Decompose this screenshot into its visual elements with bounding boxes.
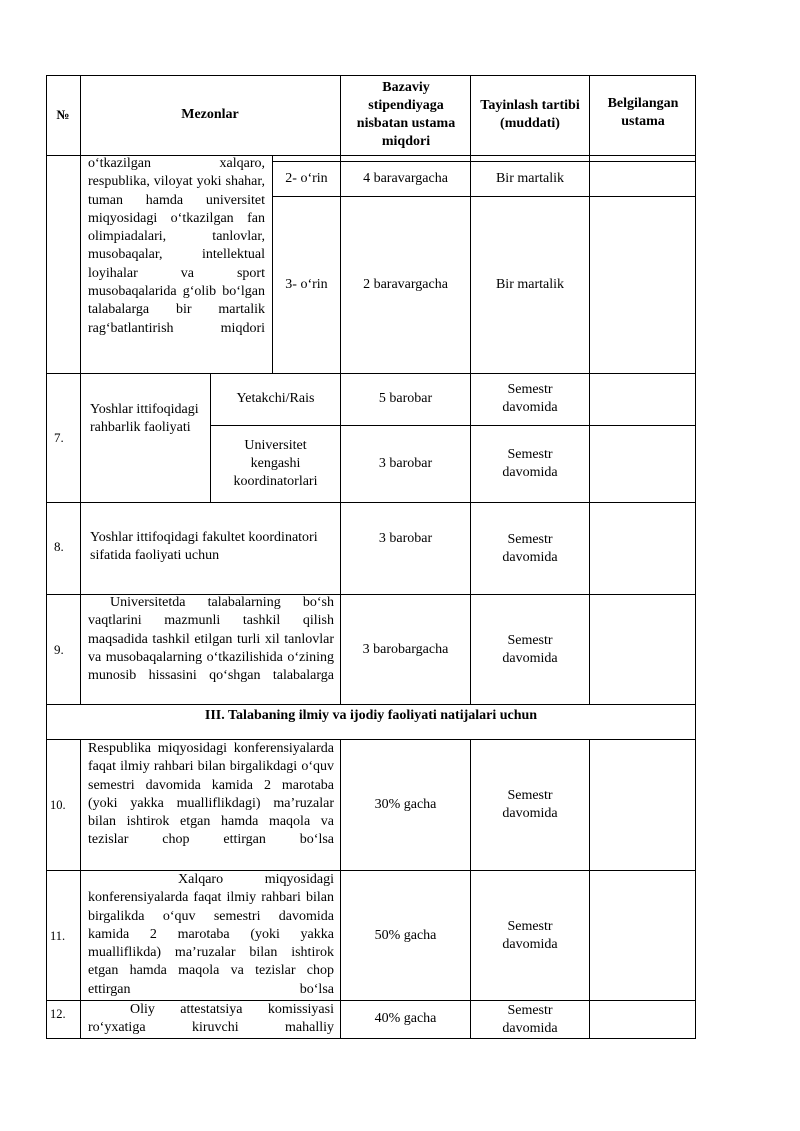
row6-bonus3: 2 baravargacha	[363, 276, 448, 292]
row9-criteria-text: Universitetda talabalarning bo‘sh vaqtlarini mazmunli tashkil qilish maqsadida tashkil etilgan turli xil tanlovlar va musobaqalarning o‘tkazilishida o‘zining munosib hissasini qo‘shgan talabalarga	[88, 595, 334, 684]
set-col-line-a	[589, 75, 590, 705]
row11-bonus: 50% gacha	[374, 928, 437, 943]
section-3-title: III. Talabaning ilmiy va ijodiy faoliyati natijalari uchun	[204, 708, 538, 723]
row8-criteria-text: Yoshlar ittifoqidagi fakultet koordinatori sifatida faoliyati uchun	[90, 530, 318, 563]
row7-bottom-line	[46, 502, 696, 503]
table-border-bottom	[46, 1038, 696, 1039]
order-col-line-b	[470, 739, 471, 1039]
header-set-bonus: Belgilangan ustama	[607, 96, 679, 129]
header-criteria: Mezonlar	[181, 107, 239, 122]
header-number: №	[56, 107, 70, 122]
row7-criteria-text: Yoshlar ittifoqidagi rahbarlik faoliyati	[90, 402, 199, 435]
row12-bonus: 40% gacha	[374, 1011, 437, 1026]
num-col-line-b	[80, 739, 81, 1039]
row7-role-coordinators: Universitet kengashi koordinatorlari	[233, 437, 318, 489]
row10-number: 10.	[50, 798, 66, 812]
stipend-criteria-table	[46, 75, 696, 1039]
row7-bonus-coordinators: 3 barobar	[378, 455, 433, 471]
row12-order: Semestr davomida	[502, 1002, 558, 1036]
row6-criteria-text: o‘tkazilgan xalqaro, respublika, viloyat yoki shahar, tuman hamda universitet miqyosidagi o‘tkazilgan fan olimpiadalari, tanlovlar, musobaqalar, intellektual loyihalar va sport musobaqalarida g‘olib bo‘lgan talabalarga bir martalik rag‘batlantirish miqdori	[88, 156, 265, 336]
row11-order: Semestr davomida	[502, 919, 558, 952]
row9-number: 9.	[54, 641, 64, 657]
row9-order: Semestr davomida	[502, 632, 558, 666]
set-col-line-b	[589, 739, 590, 1039]
header-bonus-amount: Bazaviy stipendiyaga nisbatan ustama miqdori	[356, 80, 456, 149]
row12-criteria-text: Oliy attestatsiya komissiyasi ro‘yxatiga kiruvchi mahalliy	[88, 1002, 334, 1036]
row9-bonus: 3 barobargacha	[362, 641, 449, 657]
row6-order2: Bir martalik	[495, 170, 565, 186]
row10-bonus: 30% gacha	[374, 797, 437, 812]
row7-order-leader: Semestr davomida	[502, 382, 558, 415]
num-col-line-a	[80, 75, 81, 705]
row12-number: 12.	[50, 1007, 66, 1021]
row6-order3: Bir martalik	[495, 276, 565, 292]
row8-order: Semestr davomida	[502, 532, 558, 565]
row8-bonus: 3 barobar	[378, 531, 433, 546]
row11-criteria-text: Xalqaro miqyosidagi konferensiyalarda faqat ilmiy rahbari bilan birgalikda o‘quv semestri davomida kamida 2 marotaba (yoki yakka mualliflikda) ma’ruzalar bilan ishtirok etgan hamda maqola va tezislar chop ettirgan bo‘lsa	[88, 872, 334, 997]
header-assignment-order: Tayinlash tartibi (muddati)	[480, 98, 580, 131]
row11-number: 11.	[50, 929, 66, 943]
row8-number: 8.	[54, 539, 64, 554]
row7-number: 7.	[54, 429, 64, 445]
row7-role-leader: Yetakchi/Rais	[236, 391, 315, 406]
row6-place2: 2- o‘rin	[285, 170, 328, 186]
row10-order: Semestr davomida	[502, 788, 558, 821]
row10-criteria-text: Respublika miqyosidagi konferensiyalarda faqat ilmiy rahbari bilan birgalikdagi o‘quv semestri davomida kamida 2 marotaba (yoki yakka mualliflikdagi) ma’ruzalar bilan ishtirok etgan hamda maqola va tezislar chop ettirgan bo‘lsa	[88, 741, 334, 848]
row7-order-coordinators: Semestr davomida	[502, 446, 558, 480]
row6-bonus2: 4 baravargacha	[363, 170, 448, 186]
row6-place3: 3- o‘rin	[285, 276, 328, 292]
table-border-right	[695, 75, 696, 1039]
row7-bonus-leader: 5 barobar	[378, 391, 433, 406]
